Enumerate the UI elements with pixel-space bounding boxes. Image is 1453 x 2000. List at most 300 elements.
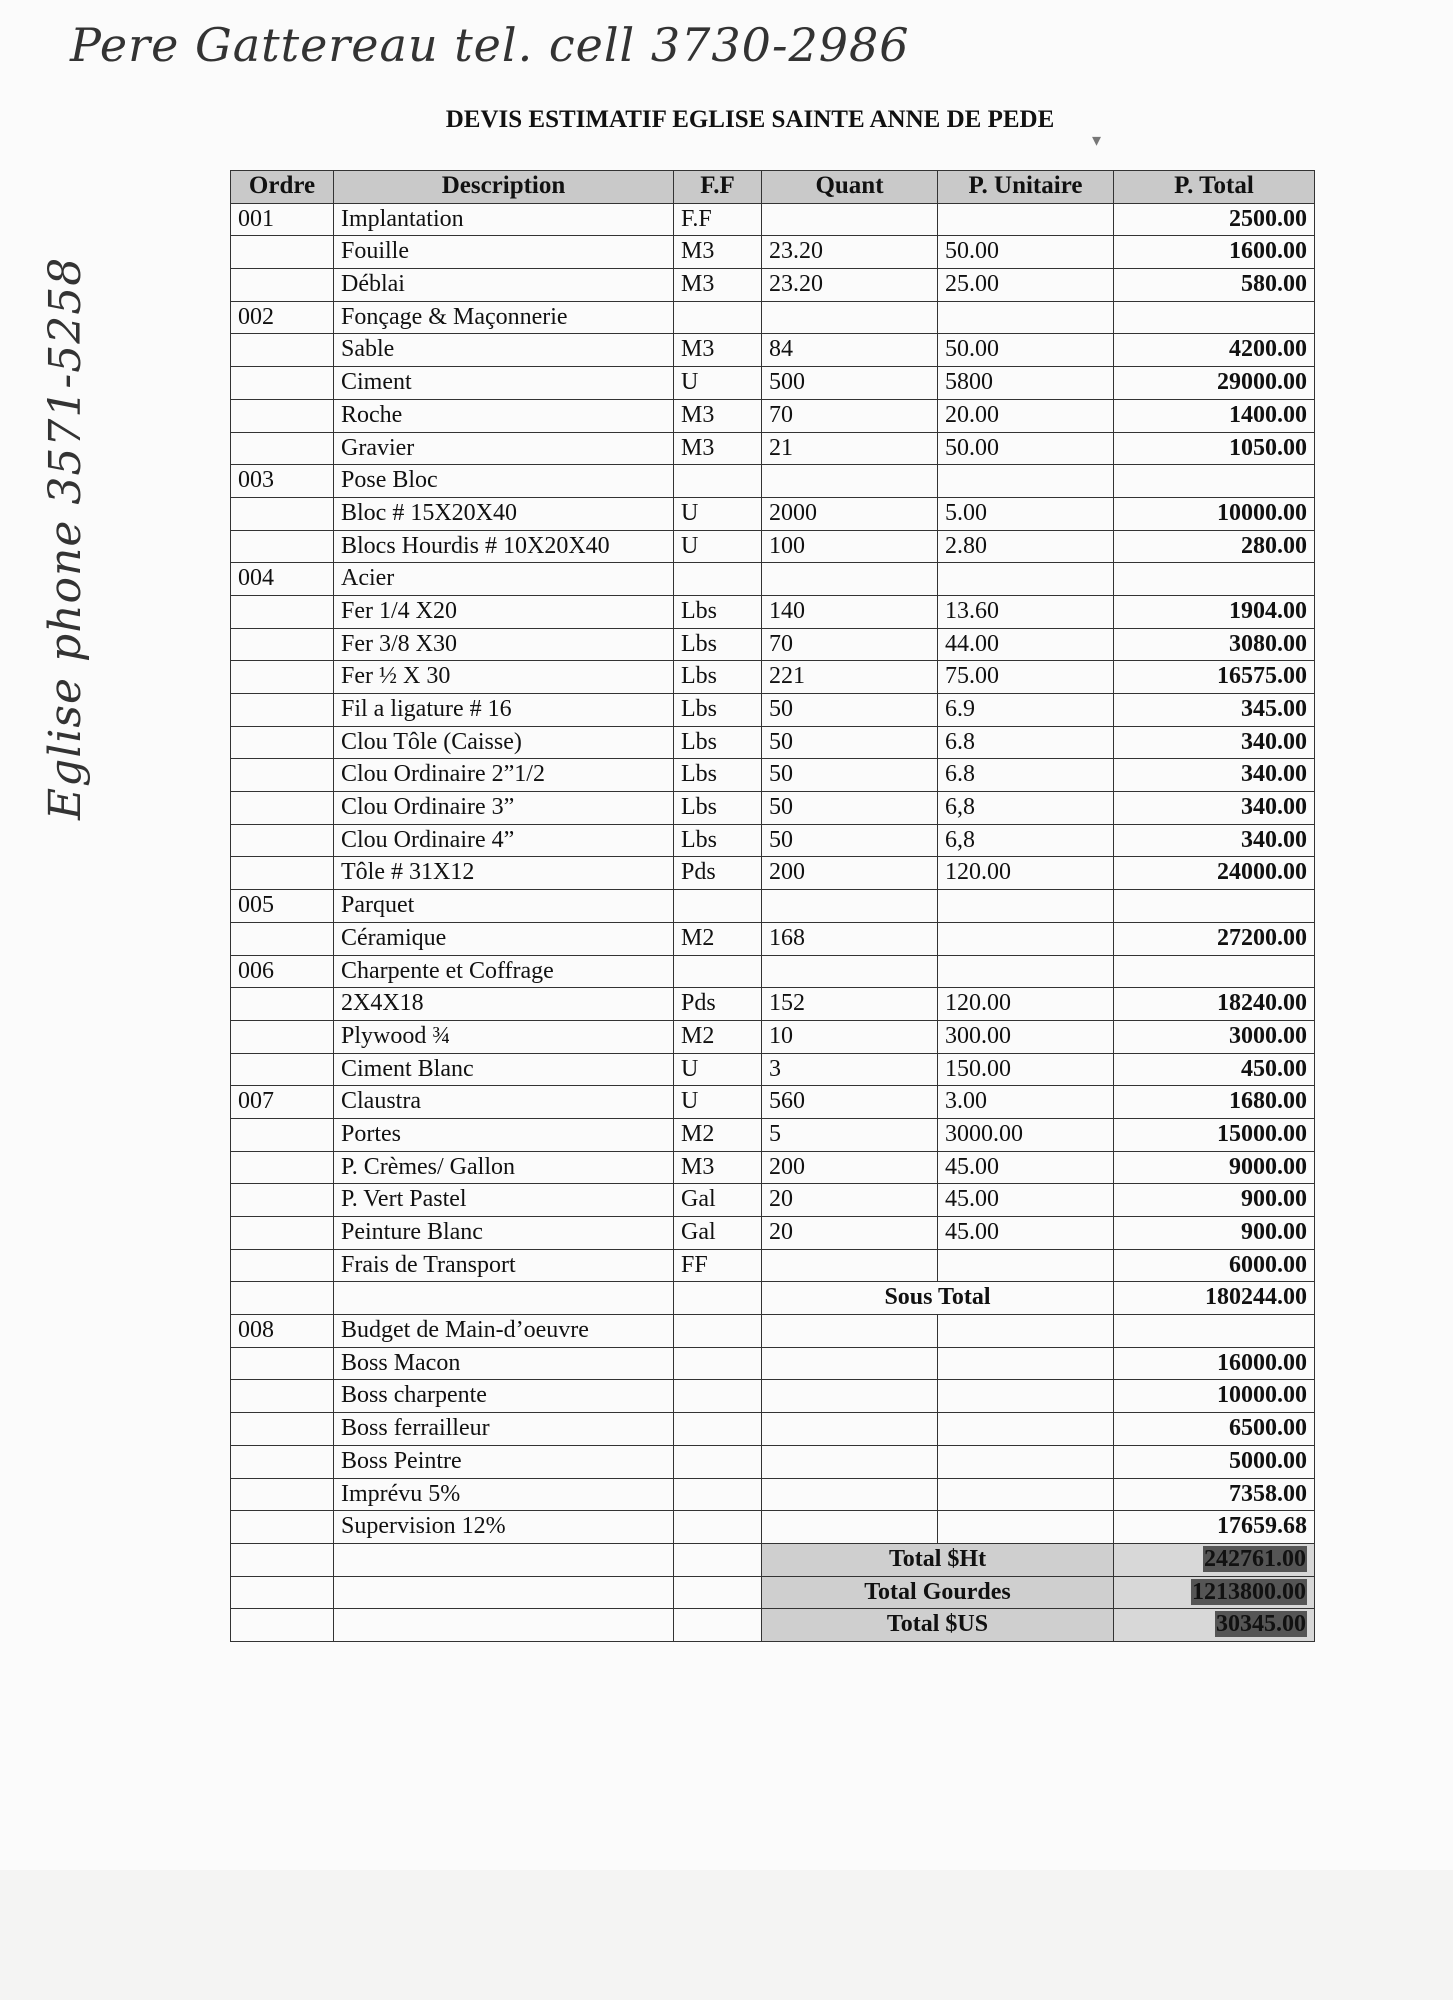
- quantity-cell: 50: [762, 759, 938, 792]
- table-row: [231, 1151, 1315, 1184]
- table-row: [231, 1478, 1315, 1511]
- table-cell: [231, 1576, 334, 1609]
- description-cell: Clou Ordinaire 3”: [334, 792, 674, 825]
- table-cell: [334, 1282, 674, 1315]
- table-cell: [231, 1282, 334, 1315]
- unit-cell: [674, 1380, 762, 1413]
- total-price-cell: 7358.00: [1114, 1478, 1315, 1511]
- description-cell: Peinture Blanc: [334, 1217, 674, 1250]
- unit-cell: [674, 955, 762, 988]
- description-cell: Clou Ordinaire 2”1/2: [334, 759, 674, 792]
- unit-cell: M3: [674, 236, 762, 269]
- quantity-cell: [762, 1380, 938, 1413]
- unit-cell: M3: [674, 269, 762, 302]
- total-price-cell: 1600.00: [1114, 236, 1315, 269]
- table-row: [231, 465, 1315, 498]
- unit-cell: M3: [674, 334, 762, 367]
- quantity-cell: 50: [762, 726, 938, 759]
- order-cell: 003: [231, 465, 334, 498]
- handwritten-contact-note: Pere Gattereau tel. cell 3730-2986: [70, 18, 910, 72]
- unit-price-cell: 45.00: [938, 1217, 1114, 1250]
- quantity-cell: 152: [762, 988, 938, 1021]
- description-cell: Pose Bloc: [334, 465, 674, 498]
- quantity-cell: 23.20: [762, 236, 938, 269]
- unit-cell: [674, 1478, 762, 1511]
- table-row: [231, 792, 1315, 825]
- description-cell: Claustra: [334, 1086, 674, 1119]
- total-price-cell: 15000.00: [1114, 1118, 1315, 1151]
- unit-price-cell: 50.00: [938, 334, 1114, 367]
- table-row: [231, 301, 1315, 334]
- quantity-cell: 20: [762, 1184, 938, 1217]
- subtotal-section: [231, 1282, 1315, 1315]
- order-cell: 002: [231, 301, 334, 334]
- table-row: [231, 497, 1315, 530]
- unit-cell: M3: [674, 1151, 762, 1184]
- unit-cell: Pds: [674, 857, 762, 890]
- order-cell: [231, 1118, 334, 1151]
- order-cell: [231, 1445, 334, 1478]
- header-unit-price: P. Unitaire: [938, 171, 1114, 204]
- unit-price-cell: [938, 1478, 1114, 1511]
- unit-price-cell: [938, 1249, 1114, 1282]
- table-row: [231, 922, 1315, 955]
- description-cell: Plywood ¾: [334, 1020, 674, 1053]
- table-row: [231, 1315, 1315, 1348]
- table-row: [231, 1511, 1315, 1544]
- quantity-cell: 2000: [762, 497, 938, 530]
- total-price-cell: 340.00: [1114, 759, 1315, 792]
- estimate-table: [230, 170, 1315, 1642]
- table-row: [231, 988, 1315, 1021]
- table-row: [231, 530, 1315, 563]
- subtotal-value: 180244.00: [1114, 1282, 1315, 1315]
- table-row: [231, 694, 1315, 727]
- handwritten-side-note: Eglise phone 3571-5258: [40, 256, 91, 820]
- grand-total-section: [231, 1543, 1315, 1641]
- unit-price-cell: 6.8: [938, 759, 1114, 792]
- description-cell: 2X4X18: [334, 988, 674, 1021]
- table-row: [231, 726, 1315, 759]
- scan-arrow-mark: ▾: [1092, 130, 1102, 150]
- unit-cell: F.F: [674, 203, 762, 236]
- grand-total-value: 30345.00: [1216, 1611, 1306, 1638]
- unit-price-cell: 6.9: [938, 694, 1114, 727]
- order-cell: [231, 988, 334, 1021]
- order-cell: [231, 824, 334, 857]
- unit-price-cell: 5800: [938, 367, 1114, 400]
- table-row: [231, 661, 1315, 694]
- total-price-cell: 10000.00: [1114, 1380, 1315, 1413]
- quantity-cell: [762, 1445, 938, 1478]
- order-cell: 007: [231, 1086, 334, 1119]
- description-cell: Clou Tôle (Caisse): [334, 726, 674, 759]
- total-price-cell: 27200.00: [1114, 922, 1315, 955]
- description-cell: Gravier: [334, 432, 674, 465]
- grand-total-row: [231, 1609, 1315, 1642]
- unit-price-cell: [938, 1413, 1114, 1446]
- table-cell: [334, 1543, 674, 1576]
- order-cell: [231, 1511, 334, 1544]
- grand-total-label: Total $US: [762, 1609, 1114, 1642]
- total-price-cell: [1114, 465, 1315, 498]
- total-price-cell: 6000.00: [1114, 1249, 1315, 1282]
- total-price-cell: 24000.00: [1114, 857, 1315, 890]
- description-cell: Céramique: [334, 922, 674, 955]
- unit-cell: [674, 465, 762, 498]
- unit-price-cell: 300.00: [938, 1020, 1114, 1053]
- order-cell: [231, 726, 334, 759]
- unit-cell: [674, 1445, 762, 1478]
- order-cell: [231, 1347, 334, 1380]
- order-cell: [231, 1053, 334, 1086]
- quantity-cell: [762, 203, 938, 236]
- order-cell: [231, 497, 334, 530]
- order-cell: [231, 530, 334, 563]
- unit-price-cell: 75.00: [938, 661, 1114, 694]
- description-cell: Fonçage & Maçonnerie: [334, 301, 674, 334]
- description-cell: Fer 3/8 X30: [334, 628, 674, 661]
- table-row: [231, 1184, 1315, 1217]
- order-cell: 001: [231, 203, 334, 236]
- unit-cell: [674, 301, 762, 334]
- scan-margin: [0, 1870, 1453, 2000]
- total-price-cell: [1114, 890, 1315, 923]
- quantity-cell: 84: [762, 334, 938, 367]
- order-cell: [231, 1249, 334, 1282]
- quantity-cell: 21: [762, 432, 938, 465]
- total-price-cell: 340.00: [1114, 824, 1315, 857]
- unit-price-cell: 6,8: [938, 792, 1114, 825]
- description-cell: Blocs Hourdis # 10X20X40: [334, 530, 674, 563]
- order-cell: 005: [231, 890, 334, 923]
- quantity-cell: [762, 1249, 938, 1282]
- description-cell: Boss Macon: [334, 1347, 674, 1380]
- total-price-cell: [1114, 955, 1315, 988]
- table-row: [231, 203, 1315, 236]
- header-total-price: P. Total: [1114, 171, 1315, 204]
- table-cell: [231, 1609, 334, 1642]
- table-row: [231, 1249, 1315, 1282]
- order-cell: [231, 1184, 334, 1217]
- total-price-cell: 29000.00: [1114, 367, 1315, 400]
- table-row: [231, 857, 1315, 890]
- unit-cell: Gal: [674, 1217, 762, 1250]
- unit-cell: Gal: [674, 1184, 762, 1217]
- unit-price-cell: 45.00: [938, 1151, 1114, 1184]
- unit-cell: [674, 563, 762, 596]
- unit-price-cell: [938, 203, 1114, 236]
- total-price-cell: [1114, 1315, 1315, 1348]
- unit-cell: U: [674, 1053, 762, 1086]
- description-cell: Boss Peintre: [334, 1445, 674, 1478]
- table-row: [231, 236, 1315, 269]
- unit-price-cell: 5.00: [938, 497, 1114, 530]
- total-price-cell: 18240.00: [1114, 988, 1315, 1021]
- table-row: [231, 759, 1315, 792]
- total-price-cell: 280.00: [1114, 530, 1315, 563]
- table-row: [231, 1445, 1315, 1478]
- unit-cell: Lbs: [674, 694, 762, 727]
- quantity-cell: 50: [762, 792, 938, 825]
- header-ordre: Ordre: [231, 171, 334, 204]
- quantity-cell: [762, 301, 938, 334]
- order-cell: [231, 399, 334, 432]
- unit-cell: M2: [674, 1020, 762, 1053]
- description-cell: Tôle # 31X12: [334, 857, 674, 890]
- table-row: [231, 1380, 1315, 1413]
- unit-cell: Pds: [674, 988, 762, 1021]
- unit-cell: FF: [674, 1249, 762, 1282]
- quantity-cell: [762, 1478, 938, 1511]
- unit-cell: Lbs: [674, 661, 762, 694]
- order-cell: 004: [231, 563, 334, 596]
- unit-cell: [674, 1413, 762, 1446]
- unit-cell: U: [674, 367, 762, 400]
- total-price-cell: [1114, 301, 1315, 334]
- unit-price-cell: [938, 1347, 1114, 1380]
- unit-price-cell: [938, 1511, 1114, 1544]
- total-price-cell: 580.00: [1114, 269, 1315, 302]
- unit-price-cell: 6,8: [938, 824, 1114, 857]
- unit-cell: Lbs: [674, 824, 762, 857]
- order-cell: [231, 432, 334, 465]
- unit-cell: [674, 1511, 762, 1544]
- unit-cell: M3: [674, 432, 762, 465]
- order-cell: [231, 1380, 334, 1413]
- unit-price-cell: 2.80: [938, 530, 1114, 563]
- unit-cell: U: [674, 497, 762, 530]
- description-cell: Portes: [334, 1118, 674, 1151]
- order-cell: [231, 1413, 334, 1446]
- unit-price-cell: [938, 1315, 1114, 1348]
- unit-cell: M2: [674, 922, 762, 955]
- total-price-cell: 1680.00: [1114, 1086, 1315, 1119]
- order-cell: [231, 628, 334, 661]
- unit-price-cell: 3000.00: [938, 1118, 1114, 1151]
- unit-cell: U: [674, 1086, 762, 1119]
- table-row: [231, 1053, 1315, 1086]
- table-row: [231, 890, 1315, 923]
- order-cell: [231, 1478, 334, 1511]
- quantity-cell: [762, 1347, 938, 1380]
- order-cell: [231, 595, 334, 628]
- total-price-cell: 6500.00: [1114, 1413, 1315, 1446]
- quantity-cell: 5: [762, 1118, 938, 1151]
- quantity-cell: 221: [762, 661, 938, 694]
- subtotal-row: [231, 1282, 1315, 1315]
- total-price-cell: 340.00: [1114, 726, 1315, 759]
- description-cell: Charpente et Coffrage: [334, 955, 674, 988]
- description-cell: Budget de Main-d’oeuvre: [334, 1315, 674, 1348]
- unit-cell: [674, 1347, 762, 1380]
- quantity-cell: 168: [762, 922, 938, 955]
- table-row: [231, 563, 1315, 596]
- quantity-cell: 70: [762, 399, 938, 432]
- description-cell: Ciment: [334, 367, 674, 400]
- order-cell: [231, 236, 334, 269]
- grand-total-cell: [1114, 1609, 1315, 1642]
- table-cell: [674, 1543, 762, 1576]
- total-price-cell: 4200.00: [1114, 334, 1315, 367]
- total-price-cell: 10000.00: [1114, 497, 1315, 530]
- unit-cell: [674, 890, 762, 923]
- quantity-cell: [762, 890, 938, 923]
- unit-cell: Lbs: [674, 595, 762, 628]
- order-cell: [231, 367, 334, 400]
- quantity-cell: 20: [762, 1217, 938, 1250]
- description-cell: Fer 1/4 X20: [334, 595, 674, 628]
- quantity-cell: [762, 1315, 938, 1348]
- unit-cell: M3: [674, 399, 762, 432]
- quantity-cell: 500: [762, 367, 938, 400]
- order-cell: [231, 269, 334, 302]
- quantity-cell: 70: [762, 628, 938, 661]
- order-cell: [231, 792, 334, 825]
- total-price-cell: 5000.00: [1114, 1445, 1315, 1478]
- table-header-row: [231, 171, 1315, 204]
- table-row: [231, 367, 1315, 400]
- total-price-cell: 900.00: [1114, 1184, 1315, 1217]
- description-cell: Frais de Transport: [334, 1249, 674, 1282]
- order-cell: 006: [231, 955, 334, 988]
- order-cell: [231, 759, 334, 792]
- table-cell: [674, 1609, 762, 1642]
- order-cell: [231, 857, 334, 890]
- total-price-cell: 3000.00: [1114, 1020, 1315, 1053]
- header-description: Description: [334, 171, 674, 204]
- quantity-cell: 3: [762, 1053, 938, 1086]
- total-price-cell: 1400.00: [1114, 399, 1315, 432]
- total-price-cell: 345.00: [1114, 694, 1315, 727]
- unit-price-cell: [938, 955, 1114, 988]
- description-cell: Implantation: [334, 203, 674, 236]
- description-cell: Roche: [334, 399, 674, 432]
- quantity-cell: [762, 465, 938, 498]
- table-cell: [231, 1543, 334, 1576]
- total-price-cell: 1050.00: [1114, 432, 1315, 465]
- unit-price-cell: 25.00: [938, 269, 1114, 302]
- quantity-cell: [762, 955, 938, 988]
- table-row: [231, 1020, 1315, 1053]
- description-cell: Sable: [334, 334, 674, 367]
- quantity-cell: [762, 1511, 938, 1544]
- unit-cell: Lbs: [674, 628, 762, 661]
- table-row: [231, 1217, 1315, 1250]
- unit-price-cell: 120.00: [938, 857, 1114, 890]
- total-price-cell: 1904.00: [1114, 595, 1315, 628]
- table-row: [231, 1413, 1315, 1446]
- table-cell: [334, 1609, 674, 1642]
- grand-total-label: Total Gourdes: [762, 1576, 1114, 1609]
- unit-price-cell: [938, 890, 1114, 923]
- total-price-cell: 9000.00: [1114, 1151, 1315, 1184]
- grand-total-row: [231, 1576, 1315, 1609]
- estimate-items: [231, 203, 1315, 1282]
- unit-cell: U: [674, 530, 762, 563]
- labor-items: [231, 1315, 1315, 1544]
- order-cell: [231, 1217, 334, 1250]
- description-cell: Boss ferrailleur: [334, 1413, 674, 1446]
- unit-cell: Lbs: [674, 759, 762, 792]
- table-row: [231, 399, 1315, 432]
- description-cell: P. Vert Pastel: [334, 1184, 674, 1217]
- table-cell: [674, 1282, 762, 1315]
- description-cell: P. Crèmes/ Gallon: [334, 1151, 674, 1184]
- order-cell: [231, 334, 334, 367]
- total-price-cell: 16000.00: [1114, 1347, 1315, 1380]
- total-price-cell: [1114, 563, 1315, 596]
- grand-total-cell: [1114, 1576, 1315, 1609]
- unit-price-cell: 3.00: [938, 1086, 1114, 1119]
- grand-total-label: Total $Ht: [762, 1543, 1114, 1576]
- quantity-cell: 50: [762, 824, 938, 857]
- quantity-cell: 560: [762, 1086, 938, 1119]
- quantity-cell: 200: [762, 857, 938, 890]
- description-cell: Supervision 12%: [334, 1511, 674, 1544]
- total-price-cell: 900.00: [1114, 1217, 1315, 1250]
- table-row: [231, 1347, 1315, 1380]
- unit-price-cell: [938, 563, 1114, 596]
- unit-price-cell: 6.8: [938, 726, 1114, 759]
- order-cell: 008: [231, 1315, 334, 1348]
- total-price-cell: 16575.00: [1114, 661, 1315, 694]
- unit-cell: [674, 1315, 762, 1348]
- unit-price-cell: [938, 465, 1114, 498]
- quantity-cell: [762, 563, 938, 596]
- unit-cell: Lbs: [674, 726, 762, 759]
- description-cell: Fil a ligature # 16: [334, 694, 674, 727]
- table-row: [231, 432, 1315, 465]
- description-cell: Fouille: [334, 236, 674, 269]
- document-title: DEVIS ESTIMATIF EGLISE SAINTE ANNE DE PEDE: [445, 106, 1055, 133]
- header-unit: F.F: [674, 171, 762, 204]
- quantity-cell: 50: [762, 694, 938, 727]
- grand-total-value: 1213800.00: [1192, 1578, 1306, 1605]
- unit-price-cell: 120.00: [938, 988, 1114, 1021]
- total-price-cell: 450.00: [1114, 1053, 1315, 1086]
- table-row: [231, 269, 1315, 302]
- unit-price-cell: 50.00: [938, 432, 1114, 465]
- header-quantity: Quant: [762, 171, 938, 204]
- total-price-cell: 3080.00: [1114, 628, 1315, 661]
- table-row: [231, 824, 1315, 857]
- unit-price-cell: [938, 1445, 1114, 1478]
- order-cell: [231, 661, 334, 694]
- unit-price-cell: 13.60: [938, 595, 1114, 628]
- quantity-cell: 23.20: [762, 269, 938, 302]
- unit-cell: M2: [674, 1118, 762, 1151]
- description-cell: Boss charpente: [334, 1380, 674, 1413]
- unit-price-cell: 150.00: [938, 1053, 1114, 1086]
- quantity-cell: 10: [762, 1020, 938, 1053]
- description-cell: Déblai: [334, 269, 674, 302]
- table-row: [231, 1086, 1315, 1119]
- table-row: [231, 334, 1315, 367]
- total-price-cell: 17659.68: [1114, 1511, 1315, 1544]
- description-cell: Acier: [334, 563, 674, 596]
- description-cell: Imprévu 5%: [334, 1478, 674, 1511]
- description-cell: Parquet: [334, 890, 674, 923]
- description-cell: Fer ½ X 30: [334, 661, 674, 694]
- order-cell: [231, 694, 334, 727]
- unit-price-cell: 50.00: [938, 236, 1114, 269]
- table-row: [231, 595, 1315, 628]
- unit-cell: Lbs: [674, 792, 762, 825]
- quantity-cell: 100: [762, 530, 938, 563]
- unit-price-cell: [938, 301, 1114, 334]
- grand-total-value: 242761.00: [1204, 1545, 1306, 1572]
